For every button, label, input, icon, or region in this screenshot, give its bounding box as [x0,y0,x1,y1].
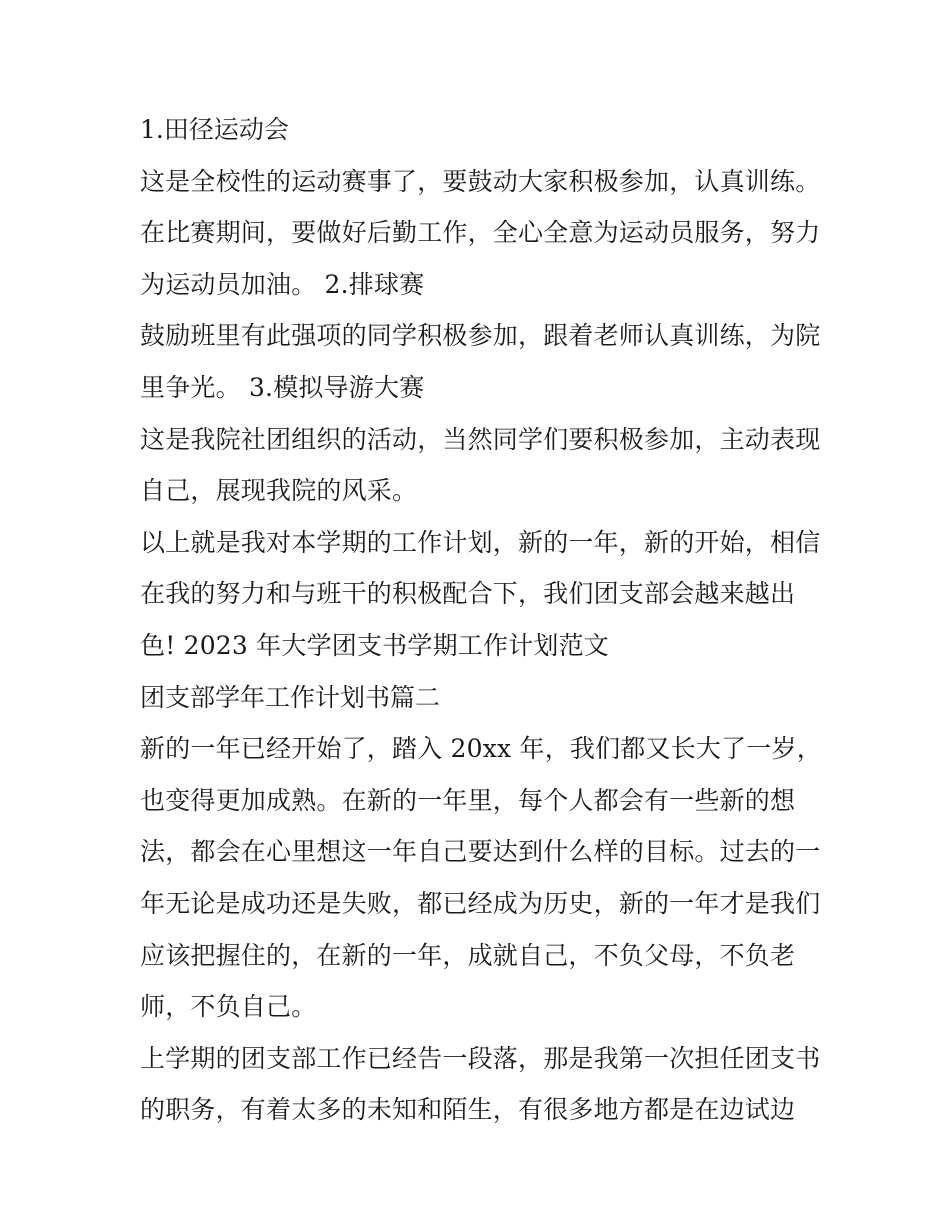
paragraph-line: 上学期的团支部工作已经告一段落，那是我第一次担任团支书 [140,1043,821,1073]
section-heading-track-meet: 1.田径运动会 [140,115,289,144]
paragraph-line: 年无论是成功还是失败，都已经成为历史，新的一年才是我们 [140,888,821,918]
paragraph-line: 以上就是我对本学期的工作计划，新的一年，新的开始，相信 [140,527,821,557]
paragraph-line: 应该把握住的，在新的一年，成就自己，不负父母，不负老 [140,940,796,970]
paragraph-line: 师，不负自己。 [140,992,317,1022]
paragraph-line: 里争光。 3.模拟导游大赛 [140,372,425,402]
document-body [140,104,820,1136]
paragraph-line: 自己，展现我院的风采。 [140,476,418,506]
paragraph-line: 这是全校性的运动赛事了，要鼓动大家积极参加，认真训练。 [140,166,821,196]
paragraph-line: 法，都会在心里想这一年自己要达到什么样的目标。过去的一 [140,837,821,867]
paragraph-line: 也变得更加成熟。在新的一年里，每个人都会有一些新的想 [140,785,796,815]
section-heading-part-two: 团支部学年工作计划书篇二 [140,682,441,712]
paragraph-line: 的职务，有着太多的未知和陌生，有很多地方都是在边试边 [140,1095,796,1125]
paragraph-line: 在比赛期间，要做好后勤工作，全心全意为运动员服务，努力 [140,218,821,248]
paragraph-line: 为运动员加油。 2.排球赛 [140,269,425,299]
paragraph-line: 在我的努力和与班干的积极配合下，我们团支部会越来越出 [140,579,796,609]
paragraph-line: 这是我院社团组织的活动，当然同学们要积极参加，主动表现 [140,424,821,454]
paragraph-line: 鼓励班里有此强项的同学积极参加，跟着老师认真训练，为院 [140,321,821,351]
paragraph-line: 新的一年已经开始了，踏入 20xx 年，我们都又长大了一岁， [140,734,822,764]
paragraph-line: 色! 2023 年大学团支书学期工作计划范文 [140,630,609,660]
